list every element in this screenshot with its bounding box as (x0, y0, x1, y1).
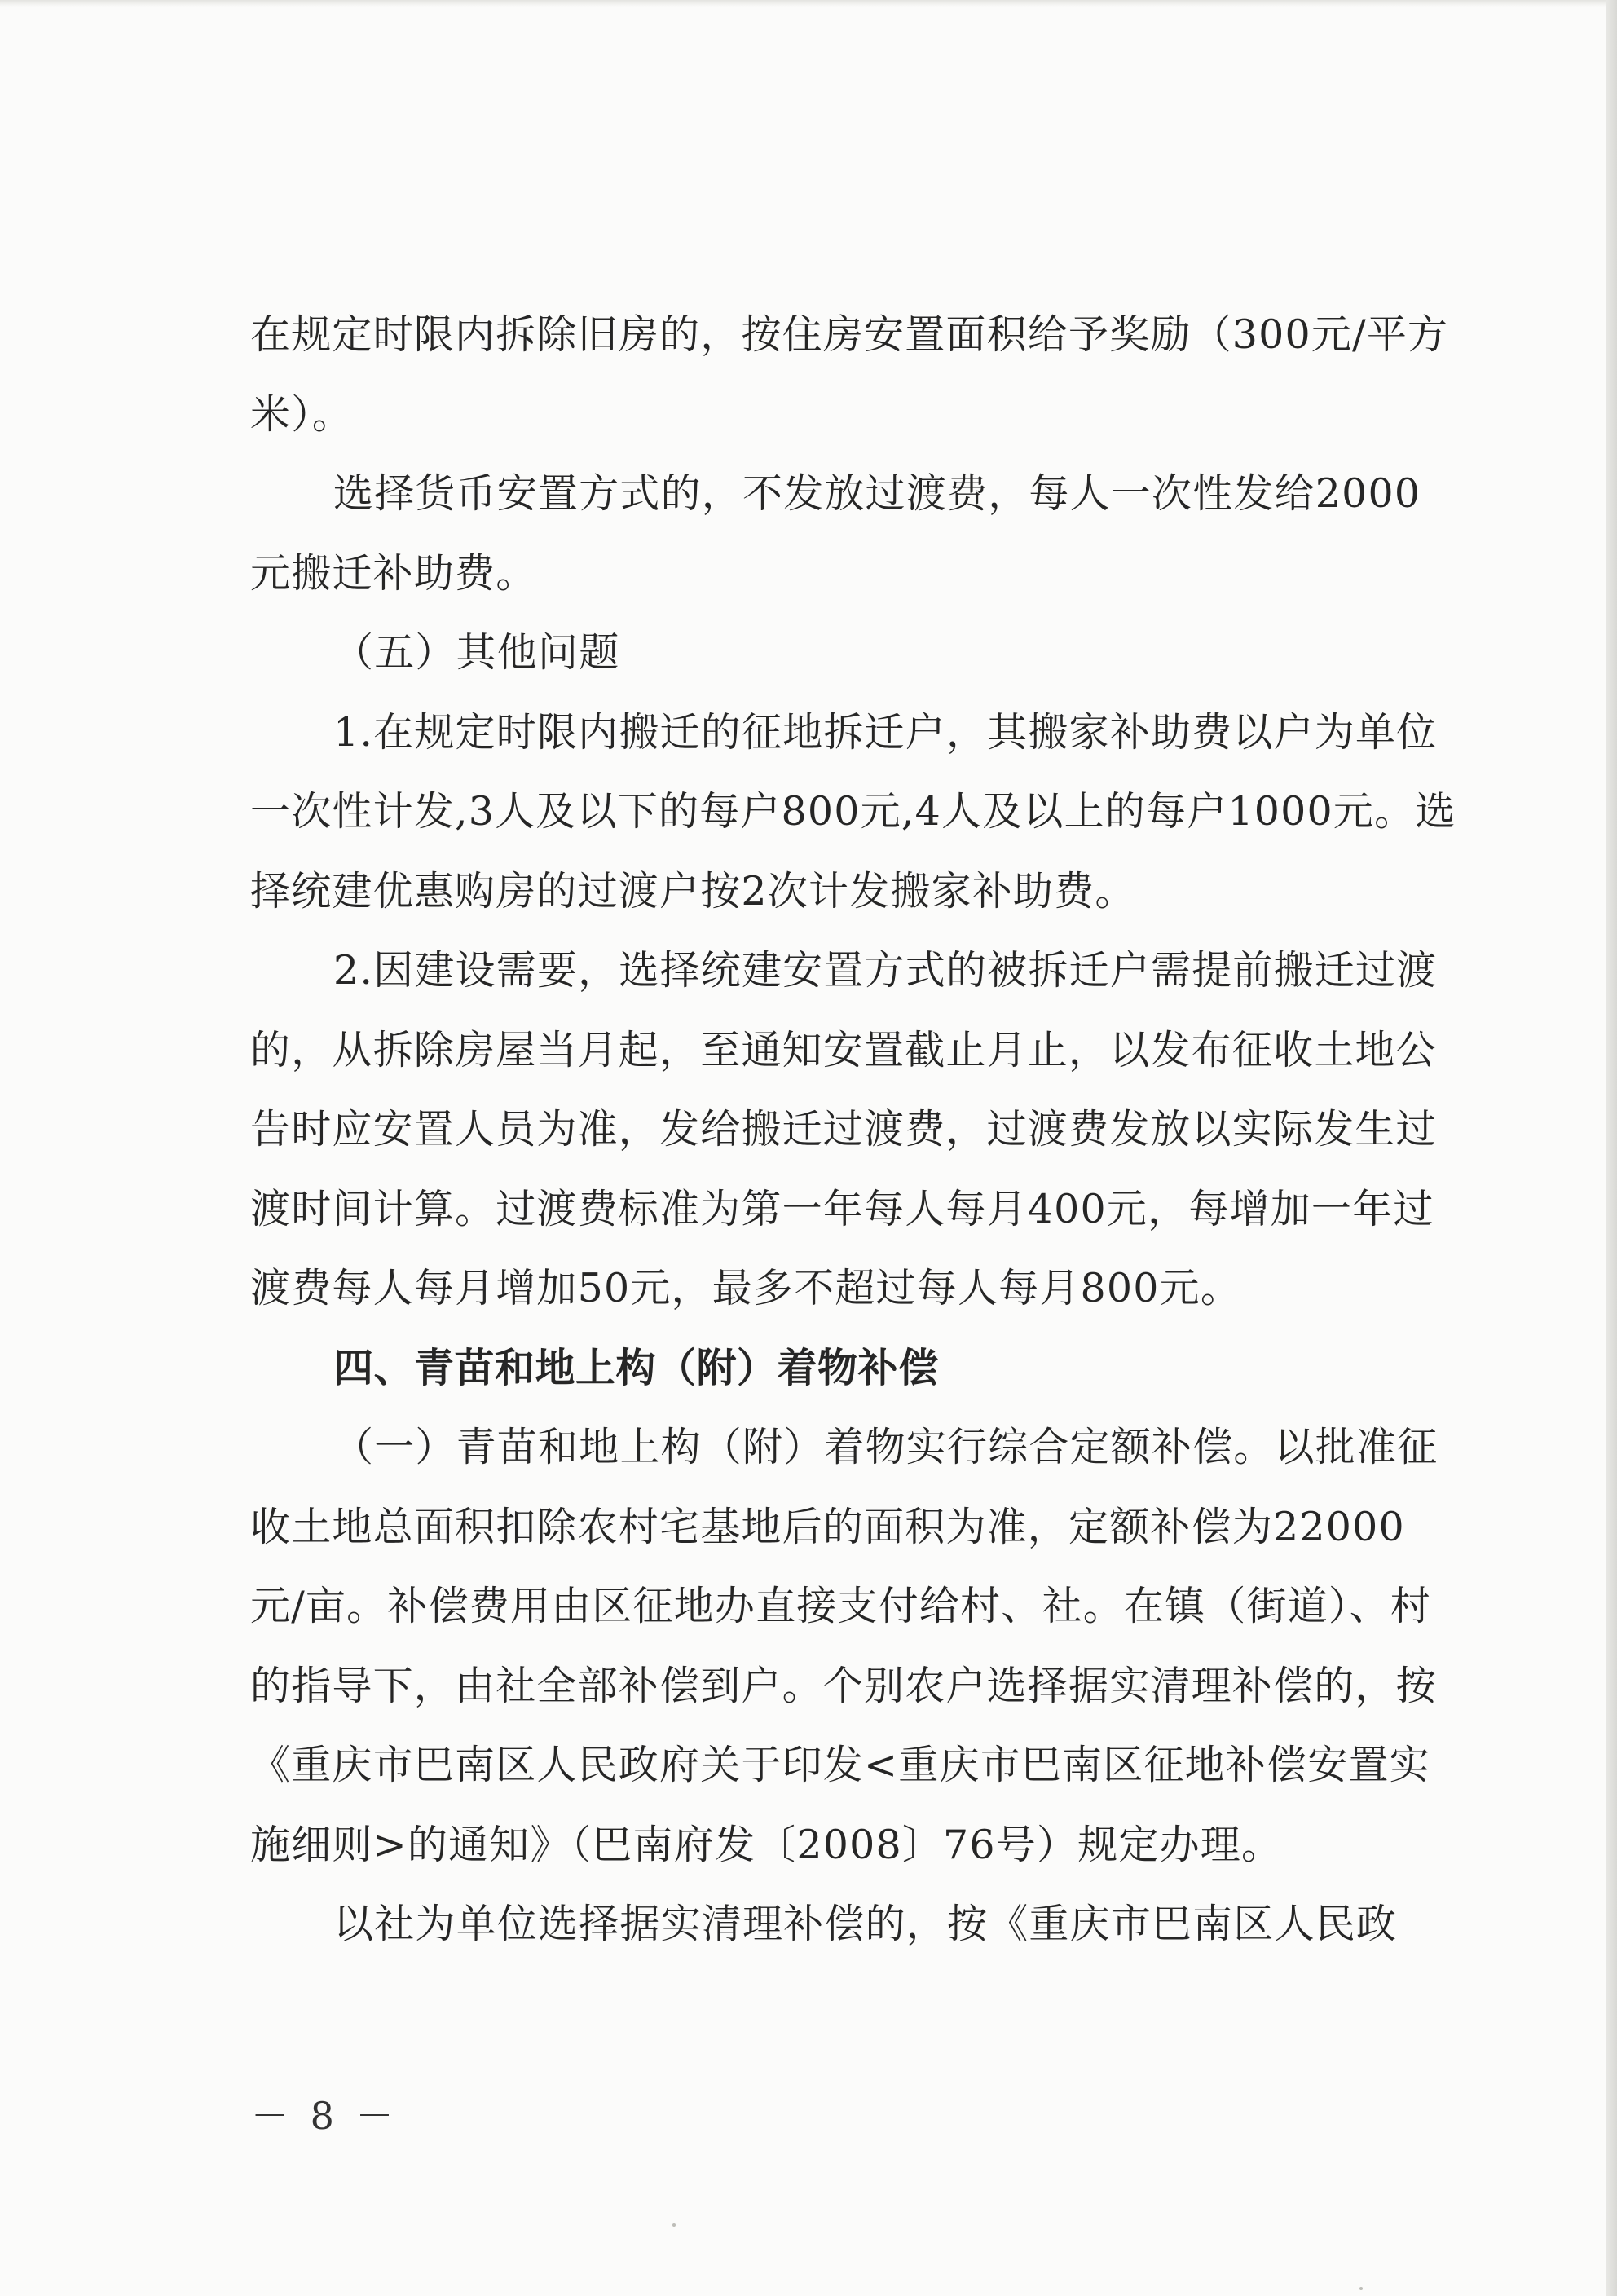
paragraph-community-compensation: 以社为单位选择据实清理补偿的，按《重庆市巴南区人民政 (333, 1901, 1398, 1947)
section-heading-4: 四、青苗和地上构（附）着物补偿 (333, 1344, 939, 1391)
paragraph-reward: 在规定时限内拆除旧房的，按住房安置面积给予奖励（300元/平方米）。 (250, 311, 1449, 438)
document-body (250, 295, 1456, 1964)
scan-shadow-right (1606, 0, 1617, 2296)
section-heading-other-issues: （五）其他问题 (333, 629, 620, 676)
paragraph-item-1: 1.在规定时限内搬迁的征地拆迁户，其搬家补助费以户为单位一次性计发,3人及以下的每户800元,4人及以上的每户1000元。选择统建优惠购房的过渡户按2次计发搬家补助费。 (250, 708, 1456, 914)
paragraph-crops-compensation: （一）青苗和地上构（附）着物实行综合定额补偿。以批准征收土地总面积扣除农村宅基地后的面积为准，定额补偿为22000元/亩。补偿费用由区征地办直接支付给村、社。在镇（街道）、村的指导下，由社全部补偿到户。个别农户选择据实清理补偿的，按《重庆市巴南区人民政府关于印发<重庆市巴南区征地补偿安置实施细则>的通知》（巴南府发〔2008〕76号）规定办理。 (250, 1424, 1439, 1868)
scan-speck (672, 2223, 676, 2227)
paragraph-item-2: 2.因建设需要，选择统建安置方式的被拆迁户需提前搬迁过渡的，从拆除房屋当月起，至通知安置截止月止，以发布征收土地公告时应安置人员为准，发给搬迁过渡费，过渡费发放以实际发生过渡时间计算。过渡费标准为第一年每人每月400元，每增加一年过渡费每人每月增加50元，最多不超过每人每月800元。 (250, 947, 1438, 1311)
scan-speck (1359, 2287, 1363, 2290)
paragraph-monetary-resettlement: 选择货币安置方式的，不发放过渡费，每人一次性发给2000元搬迁补助费。 (250, 470, 1421, 597)
scan-shadow-top (0, 0, 1617, 7)
page-number: － 8 － (251, 2094, 399, 2138)
